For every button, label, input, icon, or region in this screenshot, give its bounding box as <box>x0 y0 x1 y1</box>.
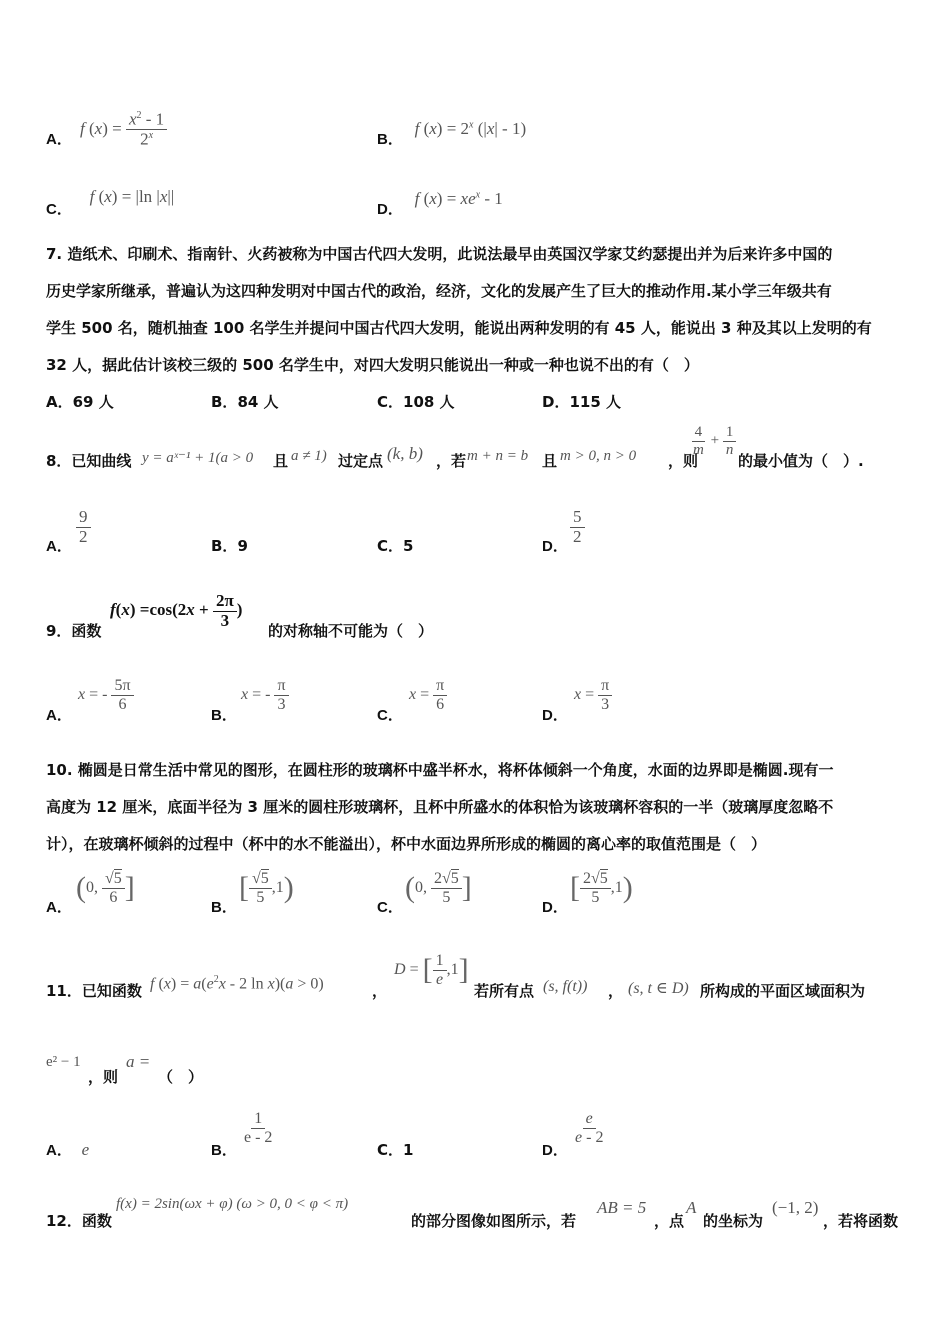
option-text: e <box>81 1140 90 1159</box>
q9-c-expression: x = $\frac{\pi}{6}$ <box>409 677 447 713</box>
q8-curve: y = aˣ⁻¹ + 1(a > 0 <box>142 450 254 466</box>
q11-domain: D = [ $\frac{1}{e}$ ,1] <box>394 952 469 988</box>
q11-option-a[interactable] <box>46 1139 89 1160</box>
q10-line-1: 10. 椭圆是日常生活中常见的图形，在圆柱形的玻璃杯中盛半杯水，将杯体倾斜一个角度，水面的边界即是椭圆.现有一 <box>46 761 834 779</box>
option-label: A． <box>46 899 72 916</box>
q11-blank: （ ） <box>158 1068 204 1086</box>
q10-b-expression: [ $\frac{√5}{5}$ ,1) <box>239 870 294 906</box>
option-label: A． <box>46 538 72 555</box>
q8-expression: $\frac{4}{m}$ + $\frac{1}{n}$ <box>690 424 736 458</box>
q8-cond-1: a ≠ 1) <box>291 448 327 464</box>
q11-condition: (s, t ∈ D) <box>628 980 689 997</box>
option-label: C． <box>377 707 403 724</box>
q7-option-a[interactable] <box>46 391 114 412</box>
option-label: C． <box>377 899 403 916</box>
option-text: 69 人 <box>72 393 114 411</box>
option-text: 108 人 <box>403 393 455 411</box>
option-label: D． <box>542 538 568 555</box>
q8-eq: m + n = b <box>467 448 529 464</box>
q11-comma: ， <box>372 982 388 1000</box>
q9-b-expression: x = - $\frac{\pi}{3}$ <box>241 677 289 713</box>
option-text: 9 <box>237 537 248 555</box>
option-label: A． <box>46 131 72 148</box>
q11-then: ，则 <box>88 1068 119 1086</box>
q12-text-3: 的坐标为 <box>703 1212 764 1230</box>
option-label: A． <box>46 1142 72 1159</box>
q9-prefix: 9．函数 <box>46 622 102 640</box>
q8-option-c[interactable] <box>377 535 413 556</box>
q10-line-2: 高度为 12 厘米，底面半径为 3 厘米的圆柱形玻璃杯，且杯中所盛水的体积恰为该玻璃杯容积的一半（玻璃厚度忽略不 <box>46 798 834 816</box>
q9-suffix: 的对称轴不可能为（ ） <box>268 622 434 640</box>
q8-then: ，则 <box>668 452 699 470</box>
q8-suffix: 的最小值为（ ）. <box>738 452 864 470</box>
q9-d-expression: x = $\frac{\pi}{3}$ <box>574 677 612 713</box>
option-label: B． <box>211 393 238 411</box>
q10-line-3: 计），在玻璃杯倾斜的过程中（杯中的水不能溢出），杯中水面边界所形成的椭圆的离心率的取值范围是（ ） <box>46 835 767 853</box>
q12-text-2: ，点 <box>654 1212 685 1230</box>
q8-and-1: 且 <box>273 452 289 470</box>
q10-a-expression: (0, $\frac{√5}{6}$ ] <box>76 870 135 906</box>
q11-text-1: 若所有点 <box>474 982 535 1000</box>
q7-line-3: 学生 500 名，随机抽查 100 名学生并提问中国古代四大发明，能说出两种发明的有 45 人，能说出 3 种及其以上发明的有 <box>46 319 872 337</box>
option-label: C． <box>377 537 404 555</box>
option-label: D． <box>542 1142 568 1159</box>
q8-a-fraction: $\frac{9}{2}$ <box>76 508 91 546</box>
option-text: 115 人 <box>569 393 621 411</box>
q7-option-b[interactable] <box>211 391 279 412</box>
q9-function: f(x) =cos(2x + $\frac{2\pi}{3}$ ) <box>110 591 243 630</box>
q7-line-2: 历史学家所继承，普遍认为这四种发明对中国古代的政治，经济，文化的发展产生了巨大的推动作用.某小学三年级共有 <box>46 282 832 300</box>
option-label: B． <box>211 899 237 916</box>
q7-line-1: 7. 造纸术、印刷术、指南针、火药被称为中国古代四大发明，此说法最早由英国汉学家艾约瑟提出并为后来许多中国的 <box>46 245 833 263</box>
q12-ab: AB = 5 <box>597 1198 647 1217</box>
q11-point: (s, f(t)) <box>543 978 588 995</box>
q11-area: e² − 1 <box>46 1054 81 1070</box>
q8-and-2: 且 <box>542 452 558 470</box>
option-label: D． <box>542 899 568 916</box>
option-text: 1 <box>403 1141 414 1159</box>
q12-text-4: ，若将函数 <box>823 1212 899 1230</box>
q11-d-fraction: $\frac{e}{e - 2}$ <box>575 1110 604 1146</box>
option-text: 5 <box>403 537 414 555</box>
option-text: 84 人 <box>237 393 279 411</box>
option-label: D． <box>542 393 570 411</box>
q12-prefix: 12．函数 <box>46 1212 112 1230</box>
option-label: A． <box>46 393 73 411</box>
q7-stem <box>46 236 906 384</box>
q6-option-b[interactable] <box>377 118 527 148</box>
q12-function: f(x) = 2sin(ωx + φ) (ω > 0, 0 < φ < π) <box>116 1196 349 1212</box>
q8-option-b[interactable] <box>211 535 248 556</box>
option-label: D． <box>542 707 568 724</box>
q6-b-expression: f $(x) = 2^x$ (|x| - 1) <box>414 119 527 138</box>
q7-line-4: 32 人，据此估计该校三级的 500 名学生中，对四大发明只能说出一种或一种也说不出的有（ ） <box>46 356 699 374</box>
option-label: B． <box>211 1142 237 1159</box>
q6-a-expression: f (x) = $\frac{x^2 - 1}{2^x}$ <box>80 110 167 150</box>
q8-passes: 过定点 <box>338 452 384 470</box>
q11-option-c[interactable] <box>377 1139 413 1160</box>
q6-c-expression: f (x) = |ln |x|| <box>89 187 175 206</box>
q9-a-expression: x = - $\frac{5\pi}{6}$ <box>78 677 134 713</box>
q11-text-2: 所构成的平面区域面积为 <box>700 982 866 1000</box>
q8-if: ，若 <box>436 452 467 470</box>
option-label: C． <box>377 1141 404 1159</box>
q8-prefix: 8．已知曲线 <box>46 452 132 470</box>
q8-point: (k, b) <box>387 444 423 463</box>
q6-option-d[interactable] <box>377 188 503 218</box>
q11-b-fraction: $\frac{1}{e - 2}$ <box>244 1110 273 1146</box>
option-label: D． <box>377 201 403 218</box>
q11-function: f $(x) = a(e^2x - 2$ ln x)(a > 0) <box>150 974 324 993</box>
q8-d-fraction: $\frac{5}{2}$ <box>570 508 585 546</box>
q10-d-expression: [ $\frac{2√5}{5}$ ,1) <box>570 870 633 906</box>
q6-option-c[interactable] <box>46 186 175 218</box>
option-label: C． <box>46 201 72 218</box>
option-label: B． <box>377 131 403 148</box>
q11-a-equals: a = <box>126 1052 151 1071</box>
q12-text-1: 的部分图像如图所示，若 <box>411 1212 577 1230</box>
q12-coord: (−1, 2) <box>772 1198 819 1217</box>
q10-c-expression: (0, $\frac{2√5}{5}$ ] <box>405 870 472 906</box>
q11-comma-2: ， <box>608 982 624 1000</box>
q12-point-a: A <box>686 1198 697 1217</box>
q8-cond-2: m > 0, n > 0 <box>560 448 637 464</box>
q10-stem <box>46 752 906 863</box>
q7-option-d[interactable] <box>542 391 621 412</box>
option-label: B． <box>211 707 237 724</box>
q11-prefix: 11．已知函数 <box>46 982 142 1000</box>
q6-d-expression: f $(x) = xe^x - 1$ <box>414 189 503 208</box>
option-label: B． <box>211 537 238 555</box>
option-label: A． <box>46 707 72 724</box>
option-label: C． <box>377 393 404 411</box>
q7-option-c[interactable] <box>377 391 455 412</box>
